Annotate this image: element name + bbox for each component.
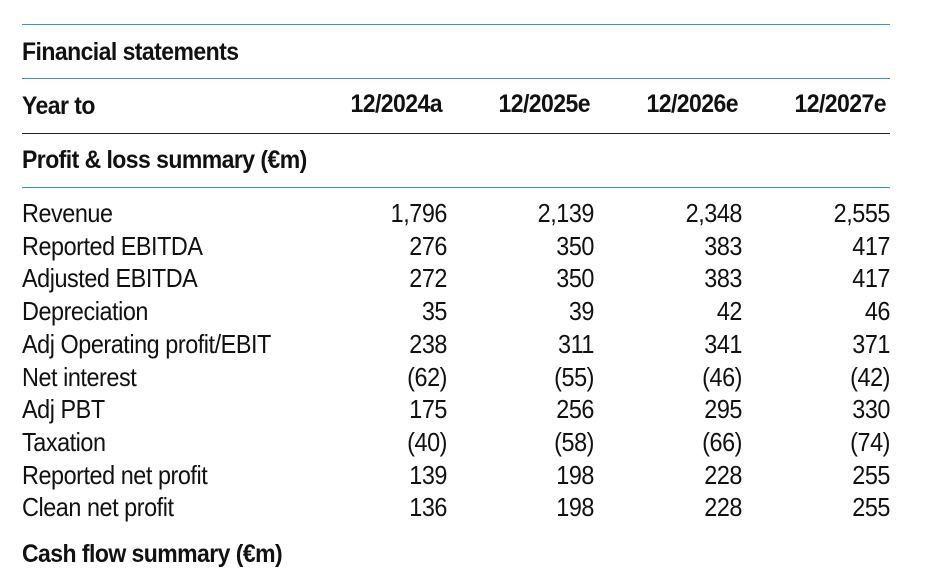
table-row [0, 394, 930, 427]
table-row [0, 362, 930, 395]
row-value-12-2024a: 1,796 [390, 198, 447, 228]
row-value-12-2027e: 371 [852, 328, 890, 359]
row-value-12-2026e: 383 [704, 263, 742, 294]
column-header-2026: 12/2026e [646, 90, 738, 118]
row-value-12-2026e: (66) [702, 426, 742, 457]
row-value-12-2026e: 2,348 [685, 198, 742, 228]
header-rule [22, 133, 890, 134]
table-row [0, 263, 930, 296]
row-value-12-2024a: 139 [409, 459, 447, 490]
row-value-12-2025e: 311 [558, 328, 594, 359]
row-label: Taxation [22, 426, 106, 457]
row-value-12-2025e: 350 [556, 230, 594, 261]
row-label: Adj PBT [22, 394, 105, 425]
subsection-title: Profit & loss summary (€m) [22, 146, 307, 174]
row-value-12-2026e: 341 [704, 328, 742, 359]
row-value-12-2025e: (55) [554, 361, 594, 392]
table-row [0, 460, 930, 493]
row-value-12-2024a: 35 [421, 296, 447, 327]
table-row [0, 427, 930, 460]
row-value-12-2027e: (42) [850, 361, 890, 392]
row-label: Adjusted EBITDA [22, 263, 198, 294]
row-value-12-2024a: 276 [409, 230, 447, 261]
row-value-12-2026e: 42 [716, 296, 742, 327]
table-row [0, 329, 930, 362]
table-row [0, 296, 930, 329]
row-value-12-2024a: 136 [409, 492, 447, 523]
row-value-12-2026e: 228 [704, 459, 742, 490]
row-value-12-2024a: 175 [409, 394, 447, 425]
row-value-12-2025e: 2,139 [537, 198, 594, 228]
row-value-12-2027e: 417 [852, 230, 890, 261]
row-value-12-2025e: 256 [556, 394, 594, 425]
row-value-12-2025e: (58) [554, 426, 594, 457]
row-value-12-2027e: 417 [852, 263, 890, 294]
row-value-12-2027e: 46 [864, 296, 890, 327]
year-to-label: Year to [22, 92, 95, 120]
row-value-12-2024a: 272 [409, 263, 447, 294]
row-label: Net interest [22, 361, 137, 392]
row-label: Reported net profit [22, 459, 208, 490]
column-header-2024: 12/2024a [350, 90, 442, 118]
row-value-12-2025e: 350 [556, 263, 594, 294]
row-label: Revenue [22, 198, 113, 228]
table-row [0, 198, 930, 231]
section-rule [22, 78, 890, 79]
row-value-12-2026e: 295 [704, 394, 742, 425]
row-label: Reported EBITDA [22, 230, 203, 261]
row-value-12-2024a: 238 [409, 328, 447, 359]
row-value-12-2027e: 255 [852, 459, 890, 490]
subsection-rule [22, 187, 890, 188]
row-value-12-2026e: 228 [704, 492, 742, 523]
row-value-12-2024a: (62) [407, 361, 447, 392]
table-row [0, 231, 930, 264]
row-value-12-2027e: 330 [852, 394, 890, 425]
row-value-12-2025e: 198 [556, 492, 594, 523]
row-label: Depreciation [22, 296, 148, 327]
row-value-12-2027e: 255 [852, 492, 890, 523]
row-label: Adj Operating profit/EBIT [22, 328, 271, 359]
top-rule [22, 24, 890, 25]
table-row [0, 492, 930, 525]
row-value-12-2025e: 39 [568, 296, 594, 327]
row-value-12-2025e: 198 [556, 459, 594, 490]
section-title: Financial statements [22, 38, 239, 66]
row-value-12-2026e: 383 [704, 230, 742, 261]
row-value-12-2024a: (40) [407, 426, 447, 457]
next-section-title: Cash flow summary (€m) [22, 540, 283, 568]
column-header-2027: 12/2027e [794, 90, 886, 118]
row-value-12-2026e: (46) [702, 361, 742, 392]
row-label: Clean net profit [22, 492, 174, 523]
row-value-12-2027e: 2,555 [833, 198, 890, 228]
column-header-2025: 12/2025e [498, 90, 590, 118]
row-value-12-2027e: (74) [850, 426, 890, 457]
